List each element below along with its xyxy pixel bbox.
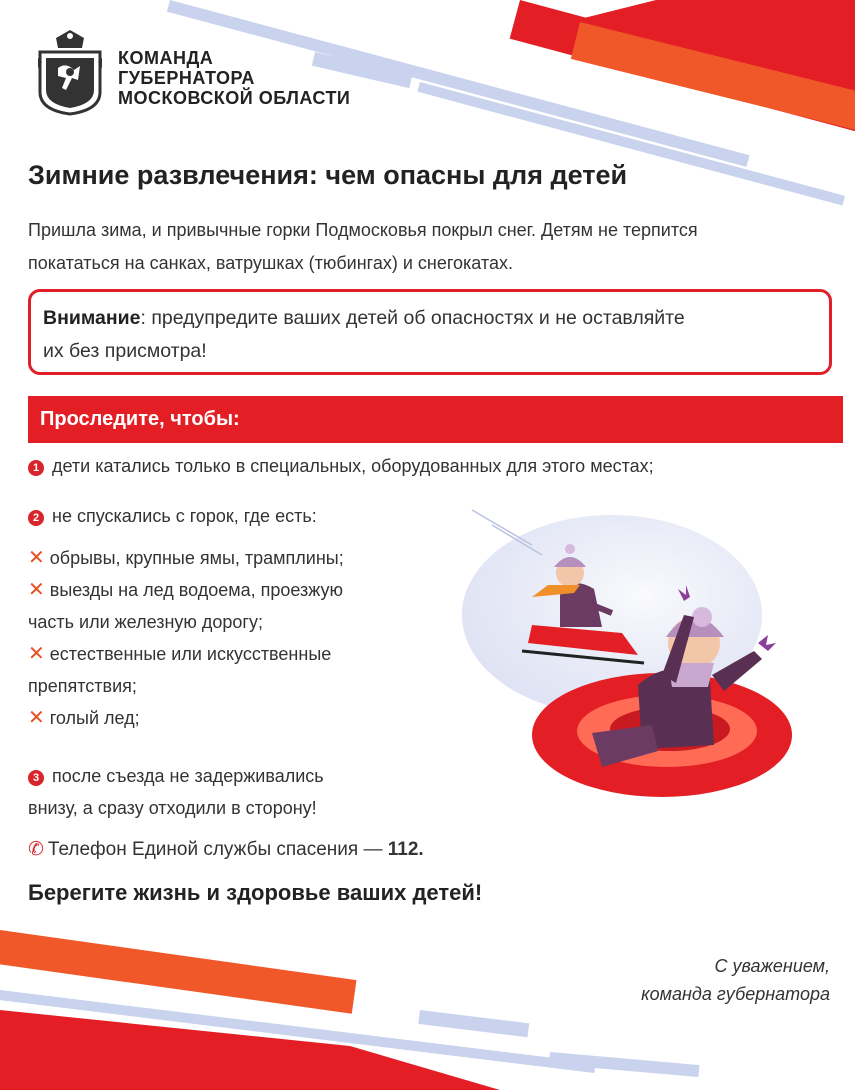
warning-text: : предупредите ваших детей об опасностях и не оставляйте [140,307,685,329]
list-item-text: внизу, а сразу отходили в сторону! [28,798,317,818]
number-badge: 3 [28,770,44,786]
brand-line: КОМАНДА [118,48,214,68]
number-badge: 2 [28,510,44,526]
hazard-item-cont: часть или железную дорогу; [28,612,263,632]
intro-line: Пришла зима, и привычные горки Подмосковья покрыл снег. Детям не терпится [28,220,698,240]
cross-icon: ✕ [28,643,45,665]
cross-icon: ✕ [28,547,45,569]
list-item [28,456,654,477]
phone-number: 112. [387,839,424,860]
phone-icon: ✆ [28,839,44,860]
warning-text: их без присмотра! [43,340,207,362]
sledding-illustration [462,505,792,815]
warning-label: Внимание [43,307,141,329]
intro-text [28,214,843,280]
list-item-text: после съезда не задерживались [52,766,324,786]
list-item [28,760,324,824]
hazard-item: ✕ обрывы, крупные ямы, трамплины; [28,547,344,569]
hazard-item-cont: препятствия; [28,676,137,696]
signature-line: С уважением, [714,956,830,976]
list-item [28,506,317,527]
signature-line: команда губернатора [641,984,830,1004]
hazard-item: ✕ голый лед; [28,707,140,729]
brand-name [118,48,350,108]
section-header: Проследите, чтобы: [28,396,843,443]
phone-label: Телефон Единой службы спасения — [47,839,388,860]
cross-icon: ✕ [28,579,45,601]
emergency-phone [28,838,424,861]
hazard-item: ✕ выезды на лед водоема, проезжую [28,579,344,601]
coat-of-arms-icon [36,28,104,116]
brand-line: МОСКОВСКОЙ ОБЛАСТИ [118,88,351,108]
warning-box [28,289,832,375]
decor-stripe-bottom-blue2 [418,1010,529,1037]
brand-line: ГУБЕРНАТОРА [118,68,255,88]
signature [560,952,830,1008]
decor-stripe-bottom-blue3 [549,1052,699,1077]
intro-line: покататься на санках, ватрушках (тюбингах) и снегокатах. [28,253,513,273]
number-badge: 1 [28,460,44,476]
page-title: Зимние развлечения: чем опасны для детей [28,160,628,190]
cross-icon: ✕ [28,707,45,729]
hazard-list [28,542,344,734]
list-item-text: дети катались только в специальных, оборудованных для этого местах; [52,456,654,476]
list-item-text: не спускались с горок, где есть: [52,506,317,526]
hazard-item: ✕ естественные или искусственные [28,643,332,665]
closing-line: Берегите жизнь и здоровье ваших детей! [28,880,483,905]
